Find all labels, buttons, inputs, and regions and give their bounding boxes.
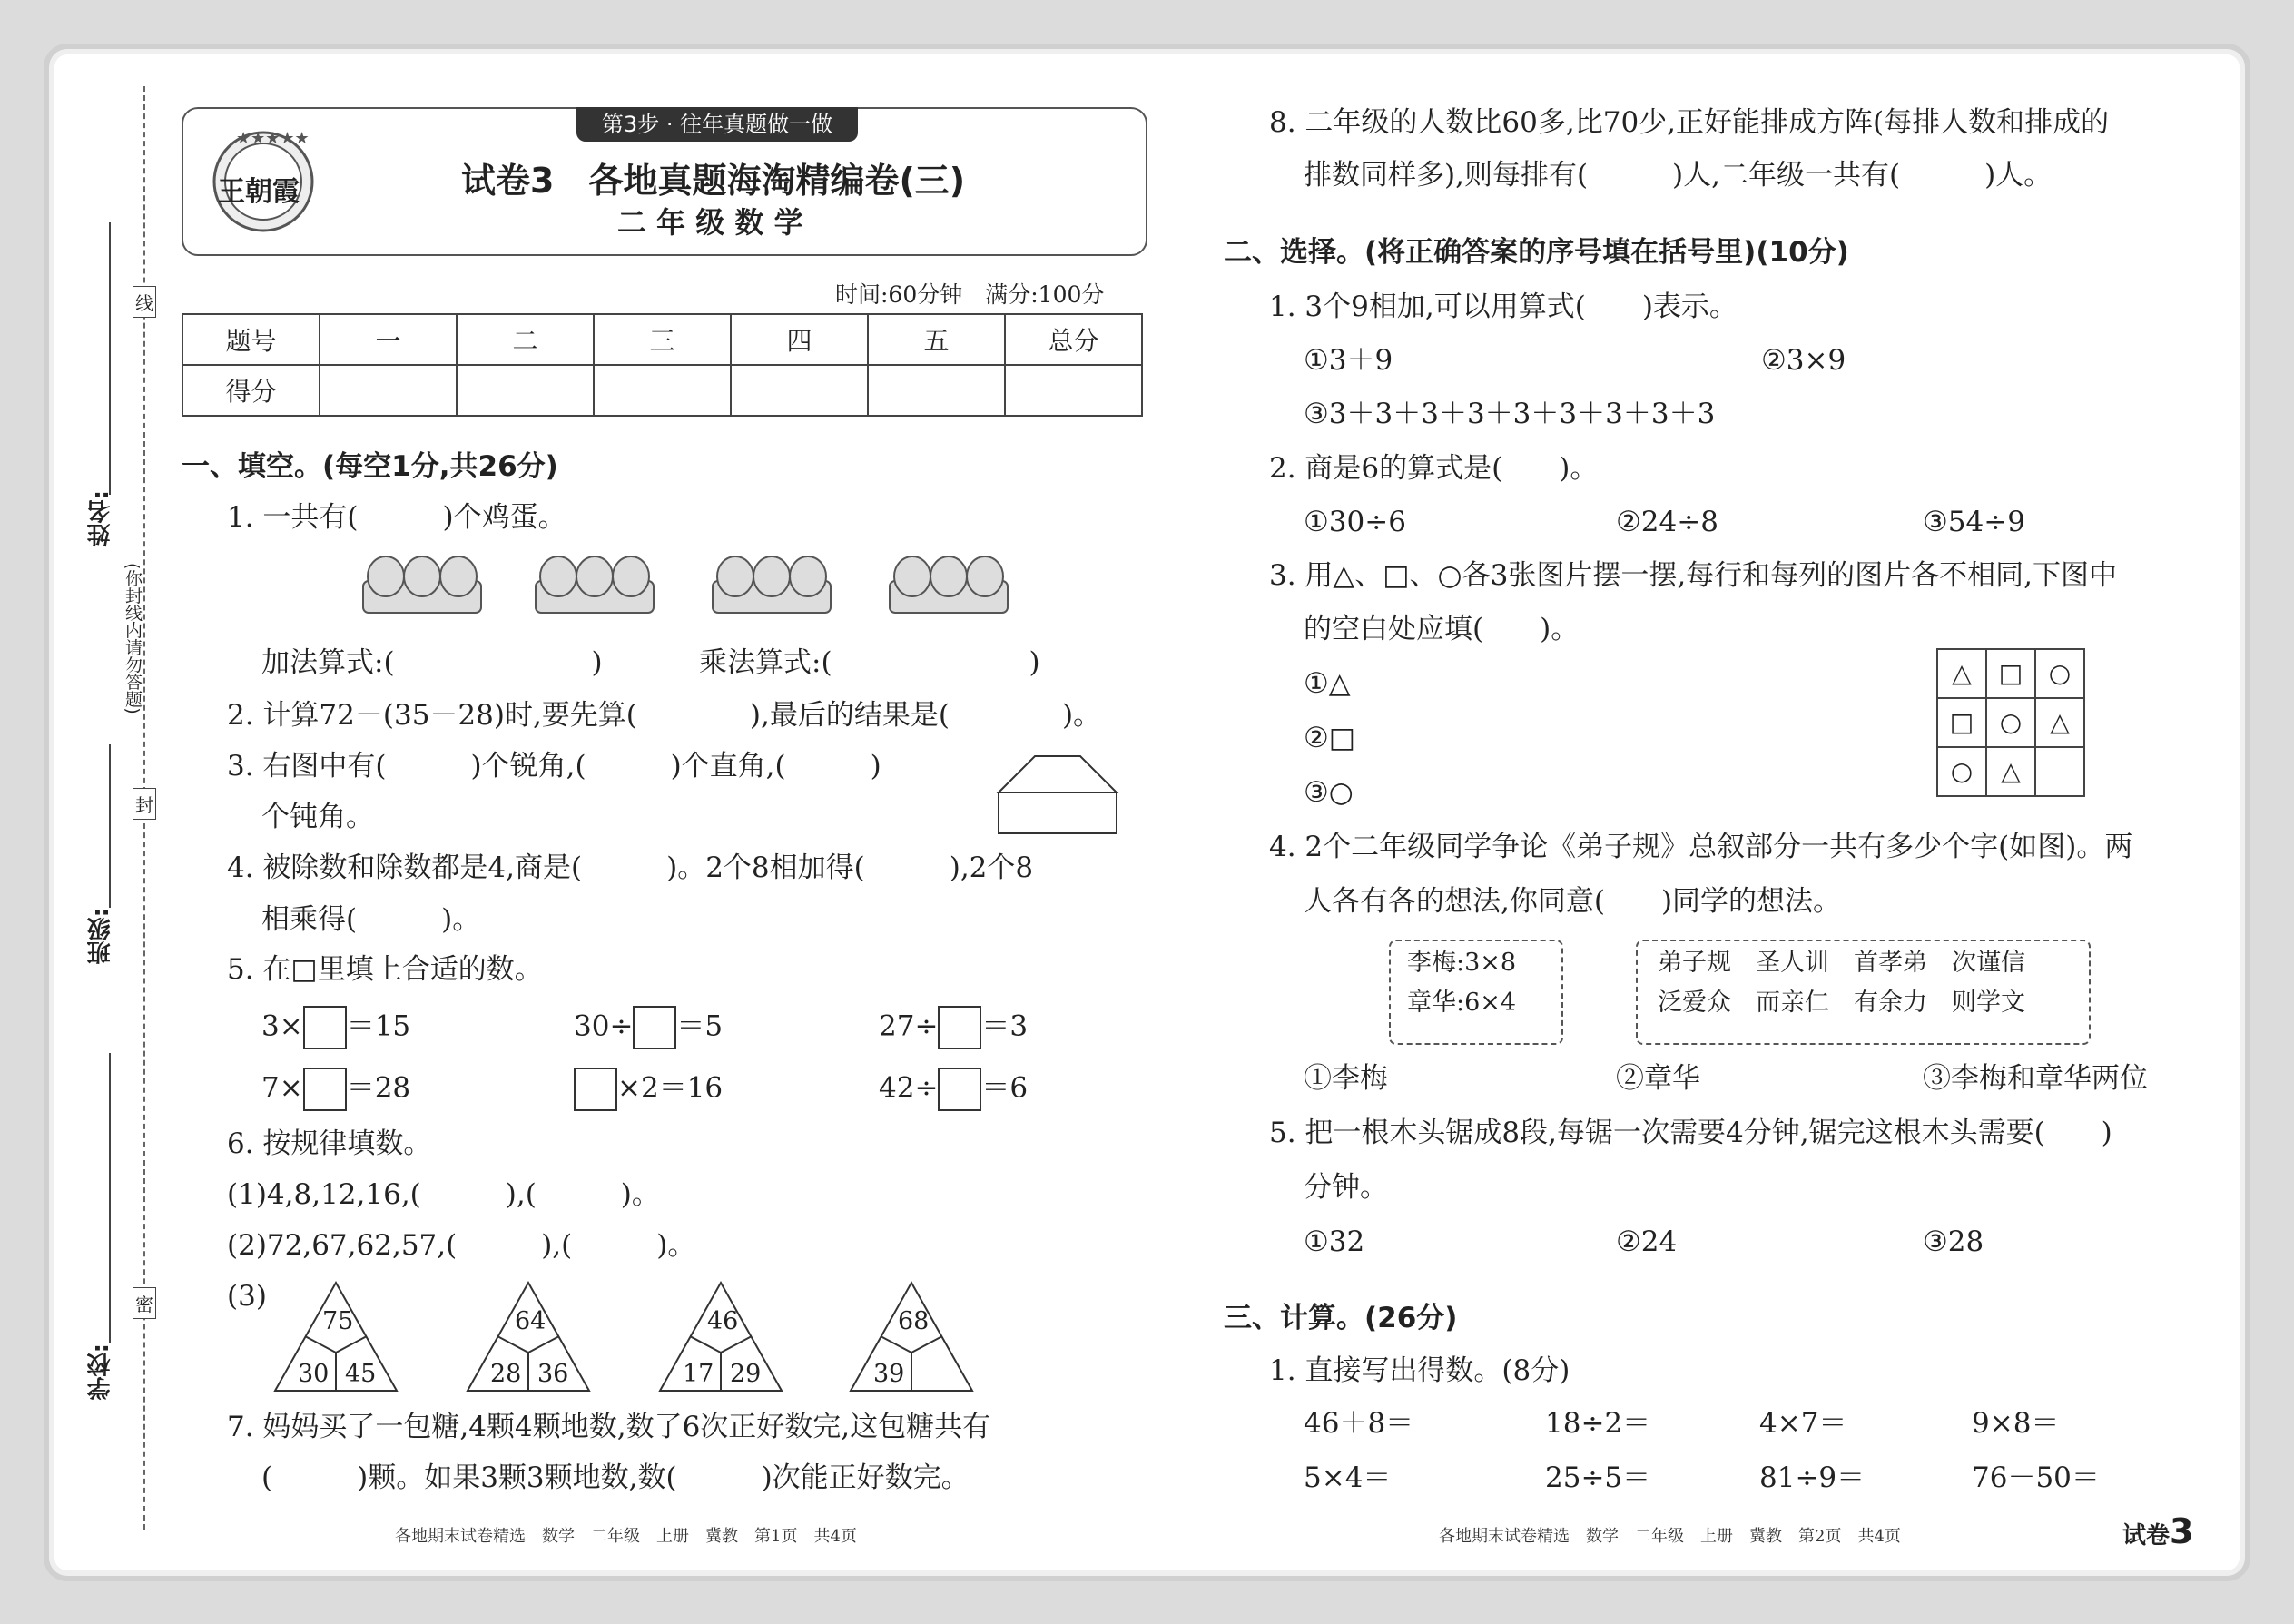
score-cell[interactable] xyxy=(594,365,731,416)
dizigui-text-box xyxy=(1636,940,2091,1045)
poem-line: 弟子规 圣人训 首孝弟 次谨信 xyxy=(1658,949,2025,977)
q7b: ( )颗。如果3颗3颗地数,数( )次能正好数完。 xyxy=(261,1462,970,1494)
step-banner: 第3步 · 往年真题做一做 xyxy=(576,107,858,142)
binding-mi: 密 xyxy=(133,1287,156,1319)
tri-right: 29 xyxy=(730,1360,762,1388)
binding-xian: 线 xyxy=(133,286,156,318)
number-triangle xyxy=(272,1280,399,1393)
svg-text:★★★★★: ★★★★★ xyxy=(236,129,310,148)
calc-item: 18÷2＝ xyxy=(1545,1407,1651,1440)
c5-option: ③28 xyxy=(1923,1225,1984,1258)
score-header: 总分 xyxy=(1005,314,1142,365)
tri-left: 28 xyxy=(490,1360,522,1388)
answer-box[interactable] xyxy=(633,1006,676,1049)
score-cell[interactable] xyxy=(457,365,594,416)
shape-grid-cell: ○ xyxy=(1936,746,1987,797)
tri-right: 36 xyxy=(537,1360,569,1388)
tri-left: 30 xyxy=(298,1360,330,1388)
q6-3: (3) xyxy=(227,1280,267,1313)
section1-title: 一、填空。(每空1分,共26分) xyxy=(182,450,558,483)
shape-grid-cell: ○ xyxy=(2034,648,2085,699)
shape-grid-cell xyxy=(2034,746,2085,797)
paper-tag xyxy=(2122,1511,2193,1551)
trapezoid-figure xyxy=(994,752,1121,842)
c3a: 3. 用△、□、○各3张图片摆一摆,每行和每列的图片各不相同,下图中 xyxy=(1269,559,2118,592)
c3-option: ②□ xyxy=(1304,722,1356,754)
class-line xyxy=(109,744,111,908)
answer-box[interactable] xyxy=(938,1068,981,1111)
name-label: 姓名: xyxy=(87,490,114,547)
binding-note: (你封线内请勿答题) xyxy=(123,563,143,714)
q1-add: 加法算式:( ) xyxy=(261,646,603,679)
c5-option: ②24 xyxy=(1616,1225,1678,1258)
q8b: 排数同样多),则每排有( )人,二年级一共有( )人。 xyxy=(1304,159,2053,192)
c3-option: ③○ xyxy=(1304,776,1354,809)
logo-seal xyxy=(200,125,327,234)
footer-left: 各地期末试卷精选 数学 二年级 上册 冀教 第1页 共4页 xyxy=(395,1527,857,1546)
class-label: 班级: xyxy=(87,908,114,965)
c4-option: ②章华 xyxy=(1616,1062,1700,1095)
paper-tag-label: 试卷 xyxy=(2122,1522,2171,1550)
c1-option: ②3×9 xyxy=(1761,344,1846,377)
score-header: 五 xyxy=(868,314,1005,365)
c5b: 分钟。 xyxy=(1304,1171,1388,1204)
score-label: 得分 xyxy=(182,365,320,416)
q8a: 8. 二年级的人数比60多,比70少,正好能排成方阵(每排人数和排成的 xyxy=(1269,106,2110,139)
score-header: 题号 xyxy=(182,314,320,365)
calc-item: 5×4＝ xyxy=(1304,1462,1392,1494)
q6-1: (1)4,8,12,16,( ),( )。 xyxy=(227,1178,660,1211)
answer-box[interactable] xyxy=(574,1068,617,1111)
c2-option: ③54÷9 xyxy=(1923,506,2025,538)
tri-top: 68 xyxy=(898,1307,930,1335)
calc1: 1. 直接写出得数。(8分) xyxy=(1269,1354,1570,1387)
q5-item: 7× ＝28 xyxy=(261,1068,410,1111)
q5-item: 42÷ ＝6 xyxy=(879,1068,1028,1111)
score-cell[interactable] xyxy=(731,365,868,416)
shape-grid-cell: △ xyxy=(1985,746,2036,797)
answer-line: 章华:6×4 xyxy=(1407,989,1517,1017)
school-line xyxy=(109,1053,111,1343)
q3a: 3. 右图中有( )个锐角,( )个直角,( ) xyxy=(227,750,881,782)
q1: 1. 一共有( )个鸡蛋。 xyxy=(227,501,566,534)
number-triangle xyxy=(848,1280,975,1393)
house-shape-icon xyxy=(994,752,1121,838)
c1-option: ①3＋9 xyxy=(1304,344,1393,377)
logo-text: 王朝霞 xyxy=(218,176,300,208)
tri-left: 17 xyxy=(683,1360,714,1388)
score-header: 三 xyxy=(594,314,731,365)
q6: 6. 按规律填数。 xyxy=(227,1127,432,1160)
triangle-shape xyxy=(465,1280,592,1393)
q4b: 相乘得( )。 xyxy=(261,903,481,936)
c2-option: ②24÷8 xyxy=(1616,506,1718,538)
q2: 2. 计算72－(35－28)时,要先算( ),最后的结果是( )。 xyxy=(227,699,1102,732)
c5-option: ①32 xyxy=(1304,1225,1365,1258)
c5a: 5. 把一根木头锯成8段,每锯一次需要4分钟,锯完这根木头需要( ) xyxy=(1269,1117,2112,1149)
score-header: 二 xyxy=(457,314,594,365)
tri-top: 64 xyxy=(515,1307,546,1335)
egg-cartons xyxy=(359,549,1012,622)
calc-item: 76－50＝ xyxy=(1972,1462,2100,1494)
calc-item: 81÷9＝ xyxy=(1759,1462,1866,1494)
c1-option: ③3＋3＋3＋3＋3＋3＋3＋3＋3 xyxy=(1304,398,1716,430)
score-header: 四 xyxy=(731,314,868,365)
number-triangle xyxy=(465,1280,592,1393)
c4b: 人各有各的想法,你同意( )同学的想法。 xyxy=(1304,885,1842,918)
answer-box[interactable] xyxy=(303,1006,347,1049)
shape-grid-cell: □ xyxy=(1936,697,1987,748)
shape-grid-cell: △ xyxy=(2034,697,2085,748)
egg-carton-icon xyxy=(359,549,1012,622)
tri-top: 46 xyxy=(707,1307,739,1335)
q3b: 个钝角。 xyxy=(261,801,374,833)
exam-subtitle: 二 年 级 数 学 xyxy=(617,205,803,240)
c3-option: ①△ xyxy=(1304,667,1351,700)
c2-option: ①30÷6 xyxy=(1304,506,1406,538)
q1-mul: 乘法算式:( ) xyxy=(699,646,1040,679)
school-label: 学校: xyxy=(87,1343,114,1401)
score-table xyxy=(182,313,1143,417)
name-line xyxy=(109,222,111,495)
calc-item: 46＋8＝ xyxy=(1304,1407,1414,1440)
c4a: 4. 2个二年级同学争论《弟子规》总叙部分一共有多少个字(如图)。两 xyxy=(1269,831,2133,863)
section2-title: 二、选择。(将正确答案的序号填在括号里)(10分) xyxy=(1224,236,1849,269)
tri-top: 75 xyxy=(322,1307,354,1335)
q4a: 4. 被除数和除数都是4,商是( )。2个8相加得( ),2个8 xyxy=(227,851,1034,884)
c2: 2. 商是6的算式是( )。 xyxy=(1269,452,1599,485)
q7a: 7. 妈妈买了一包糖,4颗4颗地数,数了6次正好数完,这包糖共有 xyxy=(227,1411,991,1443)
q5-item: 27÷ ＝3 xyxy=(879,1006,1028,1049)
student-answers-box xyxy=(1389,940,1563,1045)
q5-item: 3× ＝15 xyxy=(261,1006,410,1049)
poem-line: 泛爱众 而亲仁 有余力 则学文 xyxy=(1658,989,2025,1017)
c1: 1. 3个9相加,可以用算式( )表示。 xyxy=(1269,290,1738,323)
exam-title: 试卷3 各地真题海淘精编卷(三) xyxy=(461,161,966,201)
score-cell[interactable] xyxy=(1005,365,1142,416)
shape-grid-cell: △ xyxy=(1936,648,1987,699)
answer-box[interactable] xyxy=(938,1006,981,1049)
triangle-shape xyxy=(272,1280,399,1393)
shape-grid-cell: ○ xyxy=(1985,697,2036,748)
paper-tag-number: 3 xyxy=(2170,1511,2194,1551)
c4-option: ①李梅 xyxy=(1304,1062,1388,1095)
number-triangle xyxy=(657,1280,784,1393)
triangle-shape xyxy=(657,1280,784,1393)
section3-title: 三、计算。(26分) xyxy=(1224,1302,1458,1334)
q6-2: (2)72,67,62,57,( ),( )。 xyxy=(227,1229,696,1262)
c4-option: ③李梅和章华两位 xyxy=(1923,1062,2148,1095)
calc-item: 25÷5＝ xyxy=(1545,1462,1651,1494)
answer-line: 李梅:3×8 xyxy=(1407,949,1517,977)
tri-left: 39 xyxy=(873,1360,905,1388)
calc-item: 9×8＝ xyxy=(1972,1407,2060,1440)
c3b: 的空白处应填( )。 xyxy=(1304,613,1580,645)
score-header: 一 xyxy=(320,314,457,365)
triangle-shape xyxy=(848,1280,975,1393)
answer-box[interactable] xyxy=(303,1068,347,1111)
binding-feng: 封 xyxy=(133,788,156,820)
q5-item: 30÷ ＝5 xyxy=(574,1006,723,1049)
calc-item: 4×7＝ xyxy=(1759,1407,1847,1440)
footer-right: 各地期末试卷精选 数学 二年级 上册 冀教 第2页 共4页 xyxy=(1439,1527,1901,1546)
score-cell[interactable] xyxy=(320,365,457,416)
exam-time: 时间:60分钟 满分:100分 xyxy=(835,281,1105,308)
score-cell[interactable] xyxy=(868,365,1005,416)
q5: 5. 在□里填上合适的数。 xyxy=(227,953,543,986)
tri-right: 45 xyxy=(345,1360,377,1388)
q5-item: ×2＝16 xyxy=(574,1068,723,1111)
shape-grid-cell: □ xyxy=(1985,648,2036,699)
